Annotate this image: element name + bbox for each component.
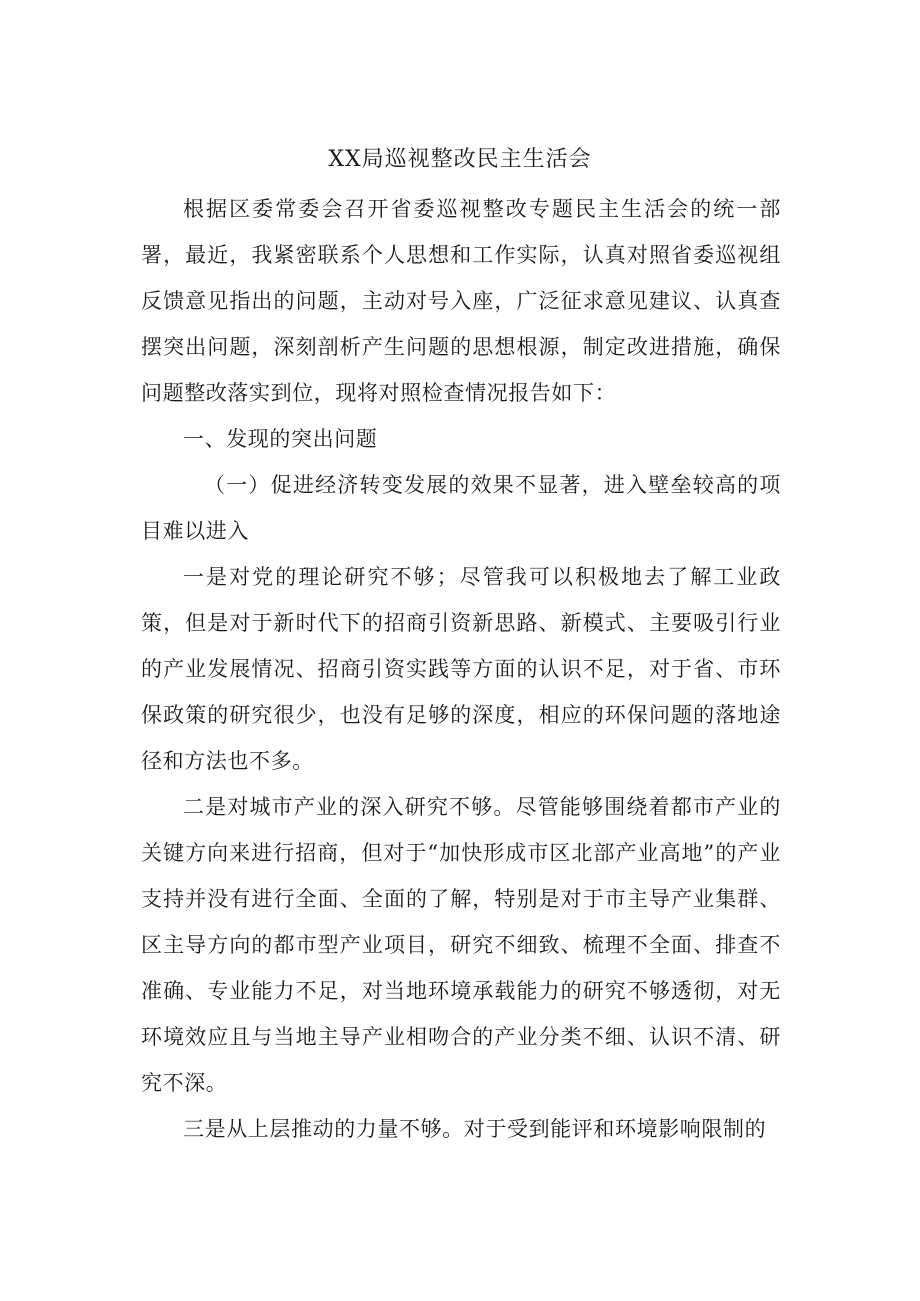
section-heading: 一、发现的突出问题	[183, 427, 378, 451]
document-title: XX局巡视整改民主生活会	[328, 147, 592, 172]
subsection-heading: （一）促进经济转变发展的效果不显著，进入壁垒较高的项目难以进入	[141, 473, 781, 543]
paragraph-point-2: 二是对城市产业的深入研究不够。尽管能够围绕着都市产业的关键方向来进行招商，但对于“加快形成市区北部产业高地”的产业支持并没有进行全面、全面的了解，特别是对于市主导产业集群、区主导方向的都市型产业项目，研究不细致、梳理不全面、排查不准确、专业能力不足，对当地环境承载能力的研究不够透彻，对无环境效应且与当地主导产业相吻合的产业分类不细、认识不清、研究不深。	[141, 795, 781, 1095]
document-body	[141, 186, 781, 1152]
paragraph-point-3: 三是从上层推动的力量不够。对于受到能评和环境影响限制的	[183, 1117, 767, 1141]
paragraph-point-1: 一是对党的理论研究不够；尽管我可以积极地去了解工业政策，但是对于新时代下的招商引资新思路、新模式、主要吸引行业的产业发展情况、招商引资实践等方面的认识不足，对于省、市环保政策的研究很少，也没有足够的深度，相应的环保问题的落地途径和方法也不多。	[141, 565, 781, 773]
paragraph-intro: 根据区委常委会召开省委巡视整改专题民主生活会的统一部署，最近，我紧密联系个人思想和工作实际，认真对照省委巡视组反馈意见指出的问题，主动对号入座，广泛征求意见建议、认真查摆突出问题，深刻剖析产生问题的思想根源，制定改进措施，确保问题整改落实到位，现将对照检查情况报告如下：	[141, 197, 781, 405]
